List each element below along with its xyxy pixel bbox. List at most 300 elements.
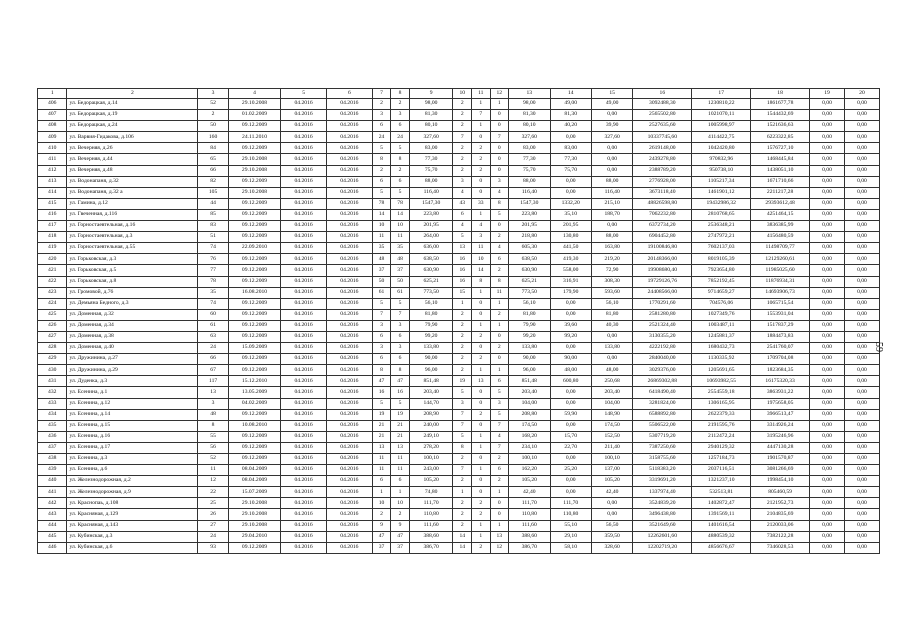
table-cell: 3314926,24	[751, 420, 810, 431]
table-row	[38, 276, 880, 287]
table-cell: 11	[372, 232, 391, 243]
table-cell: 6	[453, 209, 472, 220]
table-cell: 386,70	[409, 542, 453, 553]
table-row	[38, 265, 880, 276]
table-cell: 0	[490, 331, 509, 342]
table-cell: 56,10	[509, 298, 550, 309]
table-cell: 435	[38, 420, 67, 431]
table-cell: 625,21	[509, 276, 550, 287]
table-cell: 636,00	[409, 243, 453, 254]
table-cell: ул. Есенина, д.16	[67, 431, 198, 442]
table-cell: 24	[198, 343, 229, 354]
table-cell: 111,60	[509, 520, 550, 531]
table-cell: 11	[391, 454, 410, 465]
table-cell: 50	[391, 276, 410, 287]
table-cell: 2	[472, 154, 491, 165]
table-cell: 0,00	[844, 354, 879, 365]
table-row	[38, 398, 880, 409]
table-cell: 5118383,20	[633, 465, 692, 476]
table-cell: 19	[372, 409, 391, 420]
table-cell: 09.12.2009	[228, 365, 280, 376]
table-cell: ул. Есенина, д.14	[67, 409, 198, 420]
table-cell: 418	[38, 232, 67, 243]
table-cell: 3	[198, 398, 229, 409]
table-cell: 0,00	[550, 132, 591, 143]
table-row	[38, 509, 880, 520]
table-cell: 203,40	[591, 387, 632, 398]
table-row	[38, 387, 880, 398]
table-cell: 7	[490, 442, 509, 453]
table-cell: 0	[472, 309, 491, 320]
table-cell: 04.2016	[281, 254, 327, 265]
table-cell: 3673118,40	[633, 187, 692, 198]
table-cell: 144,70	[409, 398, 453, 409]
table-cell: 188,70	[591, 209, 632, 220]
table-cell: 6	[391, 176, 410, 187]
table-cell: 0,00	[844, 254, 879, 265]
table-cell: 414	[38, 187, 67, 198]
table-cell: 327,60	[591, 132, 632, 143]
table-cell: 48	[391, 254, 410, 265]
table-cell: 2527635,60	[633, 121, 692, 132]
table-cell: 04.2016	[281, 287, 327, 298]
table-cell: 04.2016	[326, 187, 372, 198]
table-cell: 1332,20	[550, 198, 591, 209]
table-cell: 0,00	[844, 132, 879, 143]
table-cell: 1	[490, 298, 509, 309]
table-row	[38, 176, 880, 187]
table-cell: ул. Горностаевтельная, д.16	[67, 221, 198, 232]
table-cell: 1553931,04	[751, 309, 810, 320]
table-cell: 0,00	[550, 420, 591, 431]
table-cell: 10.08.2010	[228, 420, 280, 431]
table-cell: 2541760,07	[751, 343, 810, 354]
table-cell: 2	[453, 143, 472, 154]
table-cell: 3	[453, 398, 472, 409]
table-cell: 1	[490, 365, 509, 376]
table-cell: 0,00	[810, 365, 845, 376]
table-cell: 9	[391, 520, 410, 531]
table-cell: 40,30	[591, 320, 632, 331]
table-cell: 04.2016	[281, 320, 327, 331]
table-cell: 264,00	[409, 232, 453, 243]
table-cell: 1	[472, 531, 491, 542]
table-cell: 133,80	[509, 343, 550, 354]
table-cell: 1	[490, 520, 509, 531]
table-cell: 16	[453, 276, 472, 287]
table-cell: 16	[372, 387, 391, 398]
table-cell: 2521324,40	[633, 320, 692, 331]
column-header: 12	[490, 89, 509, 99]
table-cell: ул. Есенина, д.17	[67, 442, 198, 453]
table-cell: 0,00	[844, 442, 879, 453]
table-cell: 638,50	[509, 254, 550, 265]
table-cell: 250,68	[591, 376, 632, 387]
table-cell: 5	[372, 187, 391, 198]
table-cell: 0	[490, 143, 509, 154]
table-cell: 04.2016	[281, 398, 327, 409]
table-cell: 111,70	[550, 498, 591, 509]
table-cell: 12262601,60	[633, 531, 692, 542]
table-cell: 09.12.2009	[228, 143, 280, 154]
table-cell: 1230810,22	[692, 99, 751, 110]
table-cell: 19100846,80	[633, 243, 692, 254]
table-cell: 55,10	[550, 520, 591, 531]
table-cell: 11	[391, 465, 410, 476]
table-cell: 14	[391, 209, 410, 220]
table-cell: ул. Горьковская, д.3	[67, 254, 198, 265]
table-cell: 328,60	[591, 542, 632, 553]
table-cell: 2	[391, 165, 410, 176]
table-cell: 04.2016	[326, 454, 372, 465]
table-cell: 2439278,80	[633, 154, 692, 165]
table-cell: 48,00	[550, 365, 591, 376]
table-cell: 24	[198, 531, 229, 542]
table-cell: 04.2016	[281, 376, 327, 387]
table-cell: 0,00	[844, 320, 879, 331]
table-cell: 1861677,78	[751, 99, 810, 110]
table-cell: 0,00	[810, 287, 845, 298]
table-cell: 100,10	[409, 454, 453, 465]
table-cell: 0,00	[591, 110, 632, 121]
table-cell: 117	[198, 376, 229, 387]
table-cell: 10	[372, 221, 391, 232]
table-cell: 0,00	[810, 487, 845, 498]
table-cell: 6	[490, 465, 509, 476]
table-cell: 0,00	[844, 209, 879, 220]
table-cell: 04.2016	[326, 176, 372, 187]
table-cell: 444	[38, 520, 67, 531]
table-row	[38, 343, 880, 354]
table-cell: 1105217,34	[692, 176, 751, 187]
table-cell: 29393612,48	[751, 198, 810, 209]
table-cell: 7	[453, 465, 472, 476]
table-cell: ул. Дружинина, д.27	[67, 354, 198, 365]
table-cell: 08.04.2009	[228, 465, 280, 476]
table-cell: 218,80	[509, 232, 550, 243]
table-row	[38, 431, 880, 442]
table-cell: 6223322,85	[751, 132, 810, 143]
table-cell: 04.2016	[326, 542, 372, 553]
table-cell: 3	[372, 343, 391, 354]
table-cell: 04.2016	[326, 365, 372, 376]
table-cell: 04.2016	[326, 165, 372, 176]
table-cell: 39,90	[591, 121, 632, 132]
table-row	[38, 243, 880, 254]
table-cell: 430	[38, 365, 67, 376]
column-header: 2	[67, 89, 198, 99]
table-cell: 593,60	[591, 287, 632, 298]
table-cell: 104,00	[591, 398, 632, 409]
table-cell: 35	[391, 243, 410, 254]
table-row	[38, 132, 880, 143]
table-cell: 15.09.2009	[228, 343, 280, 354]
table-cell: ул. Горьковская, д.5	[67, 265, 198, 276]
table-cell: 15.07.2009	[228, 487, 280, 498]
table-cell: 3	[391, 343, 410, 354]
table-cell: 99,20	[550, 331, 591, 342]
table-cell: 29.10.2008	[228, 154, 280, 165]
table-row	[38, 409, 880, 420]
table-cell: 0,00	[810, 198, 845, 209]
table-cell: 1	[490, 320, 509, 331]
table-cell: 81,80	[509, 309, 550, 320]
table-cell: 446	[38, 542, 67, 553]
table-cell: 2776928,00	[633, 176, 692, 187]
table-cell: ул. Горьковская, д.8	[67, 276, 198, 287]
table-cell: 75,70	[409, 165, 453, 176]
table-cell: 0,00	[810, 354, 845, 365]
table-cell: 47	[372, 376, 391, 387]
table-cell: 88,00	[591, 176, 632, 187]
table-cell: 415	[38, 198, 67, 209]
table-cell: 35	[372, 243, 391, 254]
table-cell: 2	[453, 476, 472, 487]
table-cell: 1823684,35	[751, 365, 810, 376]
table-cell: 04.2016	[281, 298, 327, 309]
table-cell: 90,00	[509, 354, 550, 365]
table-cell: 09.12.2009	[228, 442, 280, 453]
table-cell: 1	[472, 320, 491, 331]
table-cell: 0,00	[844, 465, 879, 476]
table-cell: 7	[453, 132, 472, 143]
table-cell: 1468445,84	[751, 154, 810, 165]
table-cell: ул. Вечерняя, д.26	[67, 143, 198, 154]
table-cell: 04.2016	[326, 209, 372, 220]
table-cell: 12	[198, 476, 229, 487]
table-cell: 04.2016	[281, 331, 327, 342]
table-cell: 6	[391, 476, 410, 487]
table-cell: 441	[38, 487, 67, 498]
table-cell: 0,00	[810, 509, 845, 520]
table-cell: ул. Дружинина, д.29	[67, 365, 198, 376]
table-cell: 6	[372, 176, 391, 187]
table-cell: 04.2016	[281, 143, 327, 154]
table-cell: 09.12.2009	[228, 454, 280, 465]
table-cell: 0,00	[550, 387, 591, 398]
table-cell: 13	[391, 442, 410, 453]
table-cell: 0,00	[844, 542, 879, 553]
table-cell: 0,00	[810, 99, 845, 110]
table-cell: 0	[472, 487, 491, 498]
table-cell: 0	[472, 132, 491, 143]
table-cell: 0,00	[844, 531, 879, 542]
table-cell: 04.2016	[281, 99, 327, 110]
table-cell: 48826598,80	[633, 198, 692, 209]
table-cell: 388,60	[509, 531, 550, 542]
table-cell: 3195246,96	[751, 431, 810, 442]
table-cell: 1245881,37	[692, 331, 751, 342]
table-cell: 2388789,20	[633, 165, 692, 176]
table-cell: 04.2016	[281, 509, 327, 520]
table-cell: 04.2016	[326, 265, 372, 276]
column-header: 18	[751, 89, 810, 99]
table-cell: 0,00	[844, 376, 879, 387]
table-cell: 11	[372, 454, 391, 465]
table-cell: 0,00	[844, 365, 879, 376]
table-cell: 04.2016	[326, 420, 372, 431]
table-cell: 93	[198, 542, 229, 553]
table-cell: 105,20	[409, 476, 453, 487]
table-cell: 0,00	[844, 343, 879, 354]
table-cell: 25	[198, 498, 229, 509]
table-row	[38, 531, 880, 542]
table-cell: 0,00	[810, 409, 845, 420]
table-cell: 5	[453, 431, 472, 442]
table-cell: 2	[391, 99, 410, 110]
table-cell: 83,00	[550, 143, 591, 154]
table-cell: 0,00	[844, 498, 879, 509]
table-cell: 59,90	[550, 409, 591, 420]
table-cell: 77	[198, 265, 229, 276]
table-cell: 0,00	[810, 476, 845, 487]
table-cell: 29.10.2008	[228, 187, 280, 198]
table-cell: 04.2016	[281, 198, 327, 209]
table-cell: 09.12.2009	[228, 309, 280, 320]
table-cell: 0,00	[810, 454, 845, 465]
table-cell: 443	[38, 509, 67, 520]
table-cell: 0,00	[550, 487, 591, 498]
table-cell: ул. Водонапаня, д.32	[67, 176, 198, 187]
table-cell: 0,00	[810, 431, 845, 442]
table-cell: 201,95	[509, 221, 550, 232]
table-cell: 1321237,10	[692, 476, 751, 487]
table-cell: 8	[490, 276, 509, 287]
table-cell: 11	[391, 232, 410, 243]
table-cell: 2	[453, 520, 472, 531]
table-cell: 0,00	[810, 232, 845, 243]
table-cell: 1461901,12	[692, 187, 751, 198]
table-cell: 5	[391, 143, 410, 154]
column-header: 4	[228, 89, 280, 99]
table-cell: 77,30	[509, 154, 550, 165]
table-cell: 37	[372, 542, 391, 553]
table-cell: 13	[453, 243, 472, 254]
table-cell: 137,00	[591, 465, 632, 476]
table-cell: 386,70	[509, 542, 550, 553]
table-cell: 04.2016	[326, 531, 372, 542]
table-cell: 1680432,73	[692, 343, 751, 354]
table-cell: 04.2016	[281, 465, 327, 476]
table-cell: 12	[490, 542, 509, 553]
table-cell: 04.2016	[326, 198, 372, 209]
table-cell: 04.2016	[281, 409, 327, 420]
table-cell: ул. Железнодорожная, д.2	[67, 476, 198, 487]
table-cell: 3319691,20	[633, 476, 692, 487]
table-cell: 442	[38, 498, 67, 509]
table-cell: 08.04.2009	[228, 476, 280, 487]
table-cell: 8	[372, 365, 391, 376]
table-cell: 09.12.2009	[228, 265, 280, 276]
table-cell: 04.2016	[326, 431, 372, 442]
table-cell: 04.2016	[281, 176, 327, 187]
table-cell: 2211217,28	[751, 187, 810, 198]
table-cell: 14	[453, 542, 472, 553]
column-header: 5	[281, 89, 327, 99]
table-cell: 16	[453, 254, 472, 265]
table-cell: 78	[391, 198, 410, 209]
table-cell: 22	[198, 487, 229, 498]
table-cell: 1	[453, 298, 472, 309]
table-cell: 429	[38, 354, 67, 365]
table-cell: 0	[490, 354, 509, 365]
table-cell: 0,00	[810, 176, 845, 187]
table-cell: 2	[453, 165, 472, 176]
table-cell: 116,40	[409, 187, 453, 198]
table-cell: 09.12.2009	[228, 542, 280, 553]
table-cell: ул. Доменная, д.34	[67, 320, 198, 331]
table-cell: 0,00	[550, 187, 591, 198]
table-cell: 72,90	[591, 265, 632, 276]
table-cell: 7	[372, 309, 391, 320]
table-row	[38, 198, 880, 209]
table-row	[38, 154, 880, 165]
table-cell: 2	[472, 509, 491, 520]
table-cell: 427	[38, 331, 67, 342]
table-cell: 3966513,47	[751, 409, 810, 420]
table-cell: 67	[198, 365, 229, 376]
table-cell: ул. Есенина, д.1	[67, 387, 198, 398]
table-cell: 10	[472, 254, 491, 265]
table-cell: 74,80	[409, 487, 453, 498]
table-cell: 04.2016	[326, 465, 372, 476]
table-cell: 7852192,45	[692, 276, 751, 287]
table-cell: 8	[472, 276, 491, 287]
table-cell: 412	[38, 165, 67, 176]
table-cell: 2191595,76	[692, 420, 751, 431]
table-cell: 208,90	[409, 409, 453, 420]
table-cell: 1021070,11	[692, 110, 751, 121]
table-cell: 223,80	[509, 209, 550, 220]
table-cell: 0,00	[810, 387, 845, 398]
table-cell: 77,30	[409, 154, 453, 165]
table-cell: 11876934,31	[751, 276, 810, 287]
table-cell: 773,50	[409, 287, 453, 298]
table-cell: 110,80	[550, 509, 591, 520]
table-cell: 42,40	[591, 487, 632, 498]
table-cell: 2	[453, 331, 472, 342]
table-cell: 1205691,65	[692, 365, 751, 376]
table-cell: 0,00	[810, 265, 845, 276]
table-cell: 638,50	[409, 254, 453, 265]
table-cell: 66	[198, 165, 229, 176]
table-cell: 111,70	[509, 498, 550, 509]
table-cell: 0,00	[810, 209, 845, 220]
table-row	[38, 454, 880, 465]
table-cell: 1	[472, 431, 491, 442]
table-cell: 0,00	[810, 343, 845, 354]
table-cell: 04.2016	[326, 143, 372, 154]
table-cell: 116,40	[591, 187, 632, 198]
table-cell: 1975658,05	[751, 398, 810, 409]
table-row	[38, 121, 880, 132]
column-header: 20	[844, 89, 879, 99]
table-cell: 359,50	[591, 531, 632, 542]
table-cell: 162,20	[509, 465, 550, 476]
table-cell: 09.12.2009	[228, 331, 280, 342]
table-cell: 04.2016	[281, 365, 327, 376]
table-cell: 426	[38, 320, 67, 331]
table-cell: 2747972,21	[692, 232, 751, 243]
table-cell: 8019105,39	[692, 254, 751, 265]
table-cell: 5	[372, 398, 391, 409]
table-cell: ул. Бедорацкая, д.24	[67, 121, 198, 132]
table-cell: 0	[472, 187, 491, 198]
table-cell: 2	[453, 309, 472, 320]
table-cell: 203,40	[409, 387, 453, 398]
table-cell: 0,00	[810, 520, 845, 531]
table-cell: 0,00	[810, 254, 845, 265]
